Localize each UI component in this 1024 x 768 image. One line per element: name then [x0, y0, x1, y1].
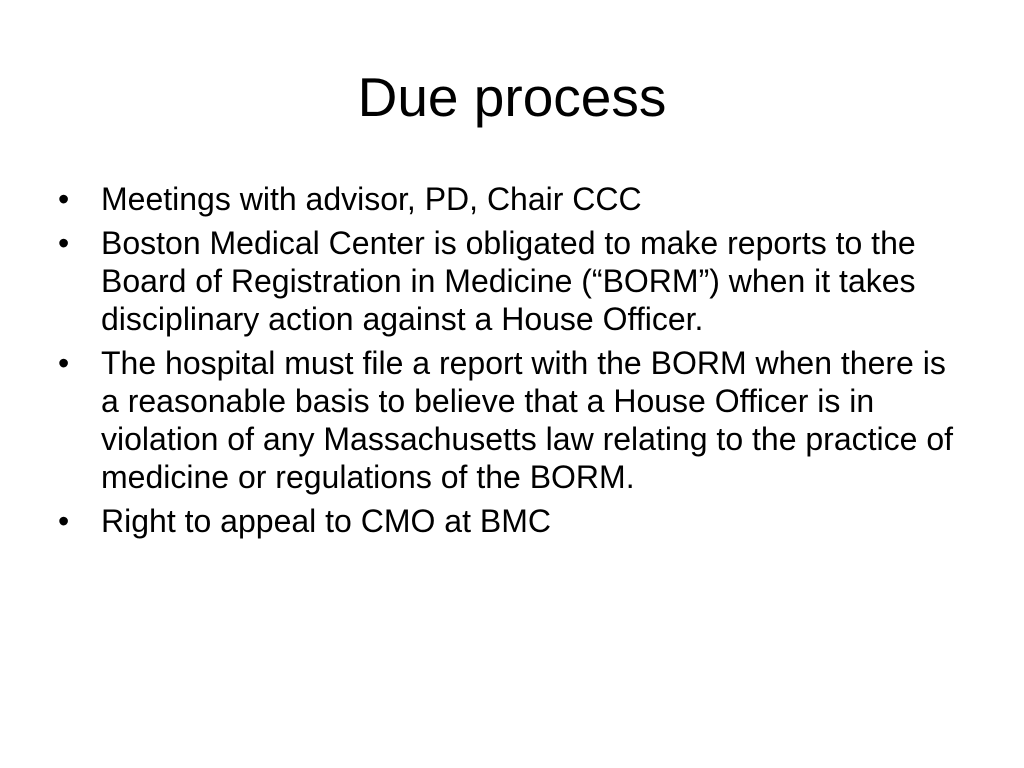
slide-title: Due process — [357, 66, 667, 128]
bullet-text: The hospital must file a report with the BORM when there is a reasonable basis to believe that a House Officer is in violation of any Massachusetts law relating to the practice of medicine or regulations of the BORM. — [101, 345, 953, 495]
bullet-item — [56, 344, 966, 496]
bullet-dot-icon: • — [58, 503, 70, 539]
bullet-dot-icon: • — [58, 225, 70, 261]
bullet-dot-icon: • — [58, 181, 70, 217]
bullet-item — [56, 224, 966, 338]
bullet-dot-icon: • — [58, 345, 70, 381]
bullet-text: Right to appeal to CMO at BMC — [101, 503, 551, 539]
bullet-item — [56, 180, 966, 218]
bullet-text: Meetings with advisor, PD, Chair CCC — [101, 181, 642, 217]
bullet-text: Boston Medical Center is obligated to make reports to the Board of Registration in Medicine (“BORM”) when it takes disciplinary action against a House Officer. — [101, 225, 916, 337]
bullet-list — [56, 180, 966, 546]
bullet-item — [56, 502, 966, 540]
